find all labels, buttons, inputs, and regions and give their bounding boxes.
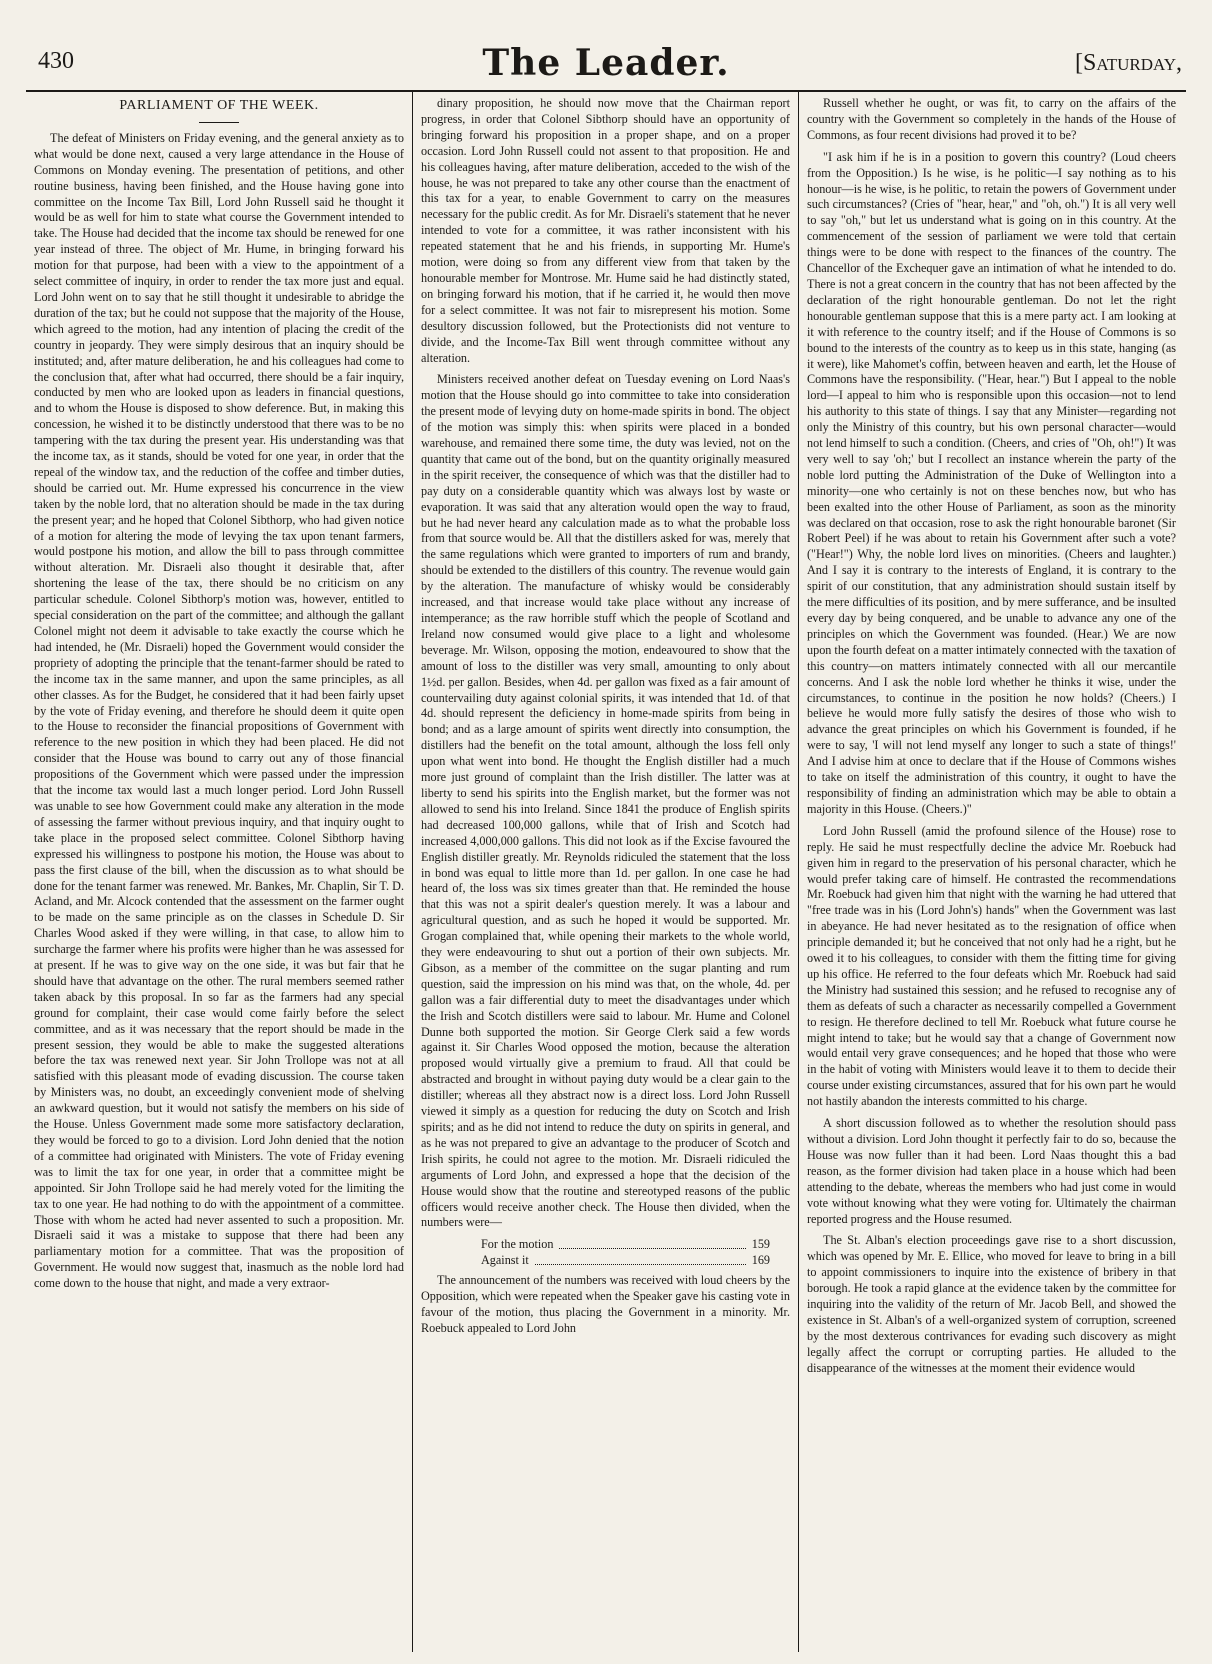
article-paragraph: "I ask him if he is in a position to govern this country? (Loud cheers from the Opposition.) Is he wise, is he politic—I say nothing as to his honour—is he wise, is he politic, to retain the powers of Government under such circumstances? (Cries of "hear, hear," and "oh, oh.") It is all very well to say "oh," but let us understand what is going on in this country. At the commencement of the session of parliament we were told that certain things were to be done with respect to the finances of the country. The Chancellor of the Exchequer gave an intimation of what he intended to do. There is not a great concern in the country that has not been affected by the declaration of the right honourable gentleman. Do not let the right honourable gentleman suppose that this is a mere party act. I am looking at it with reference to the country itself; and if the House of Commons is so bound to the interests of the country as to keep us in this state, hanging (as it were), like Mahomet's coffin, between heaven and earth, let the House of Commons have the responsibility. ("Hear, hear.") But I appeal to the noble lord—I appeal to him who is responsible upon this occasion—not to lend his authority to this state of things. I say that any Minister—regarding not only the Ministry of this country, but his own personal character—would not lend himself to such a condition. (Cheers, and cries of "Oh, oh!") It was very well to say 'oh;' but I recollect an instance wherein the party of the noble lord putting the Administration of the Duke of Wellington into a minority—one who certainly is not on these benches now, but who has been exalted into the other House of Parliament, as soon as the minority was declared on that occasion, rose to ask the right honourable baronet (Sir Robert Peel) if he was about to retain his Government after such a vote? ("Hear!") Why, the noble lord lives on minorities. (Cheers and laughter.) And I say it is contrary to the interests of England, it is contrary to the spirit of our constitution, that any administration should sustain itself by the mere difficulties of its position, and by mere sufferance, and be insulted every day by being conquered, and be unable to advance any one of the principles on which the Government was founded. (Hear.) We are now upon the fourth defeat on a matter intimately connected with the taxation of this country—on matters intimately connected with all our mercantile concerns. And I ask the noble lord whether he thinks it wise, under the circumstances, to continue in the position he now holds? (Cheers.) I believe he would more fully satisfy the desires of those who wish to advance the great principles on which his Government is founded, if he were to say, 'I will not lend myself any longer to such a state of things!' And I advise him at once to declare that if the House of Commons wishes to take on itself the administration of this country, it ought to have the responsibility of finding an administration which may be able to obtain a majority in this House. (Cheers.)" [807,149,1176,816]
division-results [421,1237,790,1269]
article-paragraph: Russell whether he ought, or was fit, to carry on the affairs of the country with the Government so completely in the hands of the House of Commons, as four recent divisions had proved it to be? [807,96,1176,142]
column-2-text-continued [421,1273,790,1337]
article-paragraph: A short discussion followed as to whether the resolution should pass without a division. Lord John thought it perfectly fair to do so, because the House was now fuller than it had been. Lord Naas thought this a bad reason, as the former division had taken place in a house which had been attending to the debate, whereas the members who had just come in would vote without knowing what they were voting for. Ultimately the chairman reported progress and the House resumed. [807,1116,1176,1226]
heading-rule [199,122,239,123]
article-paragraph: dinary proposition, he should now move that the Chairman report progress, in order that Colonel Sibthorp should have an opportunity of bringing forward his proposition in a proper shape, and on a proper occasion. Lord John Russell could not assent to that proposition. He and his colleagues having, after mature deliberation, acceded to the wish of the house, he was not prepared to take any other course than the enactment of this tax for a year, to enable Government to carry on the measures necessary for the public credit. As for Mr. Disraeli's statement that he never intended to vote for a committee, it was rather inconsistent with his repeated statement that he and his friends, in supporting Mr. Hume's motion, were doing so from any different view from that taken by the honourable member for Montrose. Mr. Hume said he had distinctly stated, on bringing forward his motion, that if he carried it, he would then move for a select committee. It was not fair to misrepresent his motion. Some desultory discussion followed, but the Protectionists did not venture to divide, and the Income-Tax Bill went through committee without any alteration. [421,96,790,365]
column-1-text [34,131,404,1292]
column-3 [798,92,1184,1652]
column-3-text [807,96,1176,1377]
dot-leader [559,1237,745,1249]
column-1 [26,92,412,1652]
newspaper-title: The Leader. [482,42,730,84]
article-columns [26,92,1186,1652]
column-2 [412,92,798,1652]
division-label: Against it [481,1253,529,1268]
division-row [421,1253,790,1269]
division-row [421,1237,790,1253]
article-paragraph: The St. Alban's election proceedings gave rise to a short discussion, which was opened by Mr. E. Ellice, who moved for leave to bring in a bill to appoint commissioners to inquire into the existence of bribery in that borough. He took a rapid glance at the evidence taken by the committee for inquiring into the validity of the return of Mr. Jacob Bell, and showed the existence in St. Alban's of a well-organized system of corruption, screened by the most dexterous contrivances for evading such discovery as might legally affect the corrupt or corrupting parties. He alluded to the disappearance of the witnesses at the moment their evidence would [807,1233,1176,1375]
division-value: 159 [751,1237,770,1252]
section-heading: PARLIAMENT OF THE WEEK. [119,98,319,113]
article-paragraph: The announcement of the numbers was received with loud cheers by the Opposition, which were repeated when the Speaker gave his casting vote in favour of the motion, thus placing the Government in a minority. Mr. Roebuck appealed to Lord John [421,1273,790,1335]
division-label: For the motion [481,1237,554,1252]
issue-day: [Saturday, [1074,50,1182,76]
column-2-text [421,96,790,1231]
dot-leader [535,1253,746,1265]
masthead [26,44,1186,86]
article-paragraph: The defeat of Ministers on Friday evening, and the general anxiety as to what would be done next, caused a very large attendance in the House of Commons on Monday evening. The presentation of petitions, and other routine business, having been finished, and the House having gone into committee on the Income Tax Bill, Lord John Russell said he thought it would be as well for him to state what course the Government intended to take. The House had decided that the income tax should be renewed for one year instead of three. The object of Mr. Hume, in bringing forward his motion for that purpose, had been with a view to the appointment of a select committee of inquiry, in order to render the tax more just and equal. Lord John went on to say that he still thought it undesirable to abridge the duration of the tax; but he could not suppose that the majority of the House, which agreed to the motion, had any intention of placing the credit of the country in jeopardy. They were simply desirous that an inquiry should be instituted; and, after mature deliberation, he and his colleagues had come to the conclusion that, after what had occurred, there should be a fair inquiry, conducted by men who are looked upon as leaders in financial questions, and to whom the House is disposed to show deference. But, in making this concession, he wished it to be distinctly understood that there was to be no tampering with the tax during the present year. His understanding was that the income tax, as it stands, should be voted for one year, in order that the repeal of the window tax, and the reduction of the coffee and timber duties, should be carried out. Mr. Hume expressed his concurrence in the view taken by the noble lord, that no alteration should be made in the tax during the present year; and he hoped that Colonel Sibthorp, who had given notice of a motion for altering the mode of levying the tax upon tenant farmers, would postpone his motion, and allow the bill to pass through committee without alteration. Mr. Disraeli also thought it desirable that, after shortening the lease of the tax, there should be no criticism on any particular schedule. Colonel Sibthorp's motion was, however, entitled to special consideration on the part of the committee; and although the gallant Colonel might not deem it advisable to take exactly the course which he had intended, he (Mr. Disraeli) hoped the Government would consider the propriety of adopting the principle that the tenant-farmer should be rated to the income tax in the same manner, and upon the same principles, as all other classes. As for the Budget, he considered that it had been fairly upset by the vote of Friday evening, and therefore he should deem it quite open to the House to reconsider the financial propositions of Government with reference to the new position in which they had been placed. He did not consider that the House was bound to carry out any of those financial propositions of the Government which were passed under the impression that the income tax would last a much longer period. Lord John Russell was unable to see how Government could make any alteration in the mode of assessing the farmer without previous inquiry, and that inquiry ought to take place in the proposed select committee. Colonel Sibthorp having expressed his willingness to postpone his motion, the House was about to pass the first clause of the bill, when the discussion as to what should be done for the tenant farmer was renewed. Mr. Bankes, Mr. Chaplin, Sir T. D. Acland, and Mr. Alcock contended that the assessment on the farmer ought to be made on the same principle as on the classes in Schedule D. Sir Charles Wood asked if they were willing, in that case, to allow him to surcharge the farmer where his profits were higher than he was assessed for at present. If he was to give way on the one side, it was but fair that he should have that advantage on the other. The rural members seemed rather taken aback by this proposal. In so far as the farmers had any special ground for complaint, their case would come fairly before the select committee, and as it was necessary that the report should be made in the present session, they would be able to make the suggested alterations before the tax was renewed next year. Sir John Trollope was not at all satisfied with this pleasant mode of evading discussion. The course taken by Ministers was, no doubt, an exceedingly convenient mode of shelving an awkward question, but it would not satisfy the members on his side of the House. Unless Government made some more satisfactory declaration, they would be forced to go to a division. Lord John denied that the notion of a committee had originated with Ministers. The vote of Friday evening was to limit the tax for one year, in order that a committee might be appointed. Sir John Trollope said he had merely voted for the limiting the tax to one year. He had nothing to do with the appointment of a committee. Those with whom he acted had never assented to such a proposition. Mr. Disraeli said it was a mistake to suppose that there had been any parliamentary motion for a committee. That was the proposition of Government. He would now suggest that, inasmuch as the noble lord had come down to the house that night, and made a very extraor- [34,130,404,1291]
article-paragraph: Ministers received another defeat on Tuesday evening on Lord Naas's motion that the House should go into committee to take into consideration the present mode of levying duty on home-made spirits in bond. The object of the motion was simply this: when spirits were placed in a bonded warehouse, and remained there some time, the duty was levied, not on the quantity that came out of the bond, but on the quantity originally measured in the spirit receiver, the consequence of which was that the distiller had to pay duty on a considerable quantity which was always lost by waste or evaporation. It was said that any alteration would open the way to fraud, but he had never heard any calculation made as to what the probable loss from that source would be. All that the distillers asked for was, merely that the same regulations which were granted to importers of rum and brandy, should be extended to the distillers of this country. The revenue would gain by the alteration. The manufacture of whisky would be considerably increased, and that increase would take place without any increase of intemperance; as the raw horrible stuff which the people of Scotland and Ireland now consumed would give place to a light and wholesome beverage. Mr. Wilson, opposing the motion, endeavoured to show that the amount of loss to the distiller was very small, amounting to only about 1½d. per gallon. Besides, when 4d. per gallon was fixed as a fair amount of countervailing duty against colonial spirits, it was intended that 1d. of that 4d. should represent the deficiency in home-made spirits from being in bond; and as a large amount of spirits went directly into consumption, the distillers had the benefit on the total amount, although the loss fell only upon what went into bond. He thought the English distiller had a much more just ground of complaint than the Irish distiller. The latter was at liberty to send his spirits into the English market, but the former was not allowed to send his into Ireland. Since 1841 the produce of English spirits had decreased 100,000 gallons, while that of Irish and Scotch had increased 4,000,000 gallons. This did not look as if the Excise favoured the English distiller greatly. Mr. Reynolds ridiculed the statement that the loss in bond was equal to little more than 1d. per gallon. In one case he had heard of, the loss was six times greater than that. He reminded the house that this was not a spirit dealer's question merely. It was a labour and agricultural question, and as such he hoped it would be supported. Mr. Grogan complained that, while opening their markets to the whole world, they were endeavouring to shut out a portion of their own subjects. Mr. Gibson, as a member of the committee on the sugar planting and rum question, said the impression on his mind was that, on the whole, 4d. per gallon was a fair differential duty to meet the disadvantages under which the Irish and Scotch distillers were said to labour. Mr. Hume and Colonel Dunne both supported the motion. Sir George Clerk said a few words against it. Sir Charles Wood opposed the motion, because the alteration proposed would virtually give a premium to fraud. All that could be abstracted and brought in without paying duty would be a clear gain to the distiller; whereas all they abstract now is a direct loss. Lord John Russell viewed it simply as a question for reducing the duty on Scotch and Irish spirits; and as he did not intend to reduce the duty on spirits in general, and as he was not prepared to give an advantage to the producer of Scotch and Irish spirits, he could not agree to the motion. Mr. Disraeli ridiculed the arguments of Lord John, and expressed a hope that the decision of the House would show that the routine and stereotyped reasons of the public officers would receive another check. The House then divided, when the numbers were— [421,372,790,1230]
article-paragraph: Lord John Russell (amid the profound silence of the House) rose to reply. He said he must respectfully decline the advice Mr. Roebuck had given him in regard to the preservation of his personal character, which he would prefer taking care of himself. He contrasted the recommendations Mr. Roebuck had given him that night with the warning he had uttered that "free trade was in his (Lord John's) hands" when the Government was last in abeyance. He had never hesitated as to the resignation of office when principle demanded it; but he conceived that not only had he a right, but he owed it to his colleagues, to consider with them the fitting time for giving up his office. He referred to the four defeats which Mr. Roebuck had said the Ministry had sustained this session; and he refused to recognise any of them as defeats of such a character as necessarily compelled a Government to resign. He therefore declined to tell Mr. Roebuck what future course he might intend to take; but he would say that a change of Government now would entail very grave consequences; and he hoped that those who were in the habit of voting with Ministers would leave it to them to decide their course under existing circumstances, assured that for his own part he would not hastily abandon the interests committed to his charge. [807,823,1176,1109]
page-number: 430 [38,48,74,74]
division-value: 169 [751,1253,770,1268]
